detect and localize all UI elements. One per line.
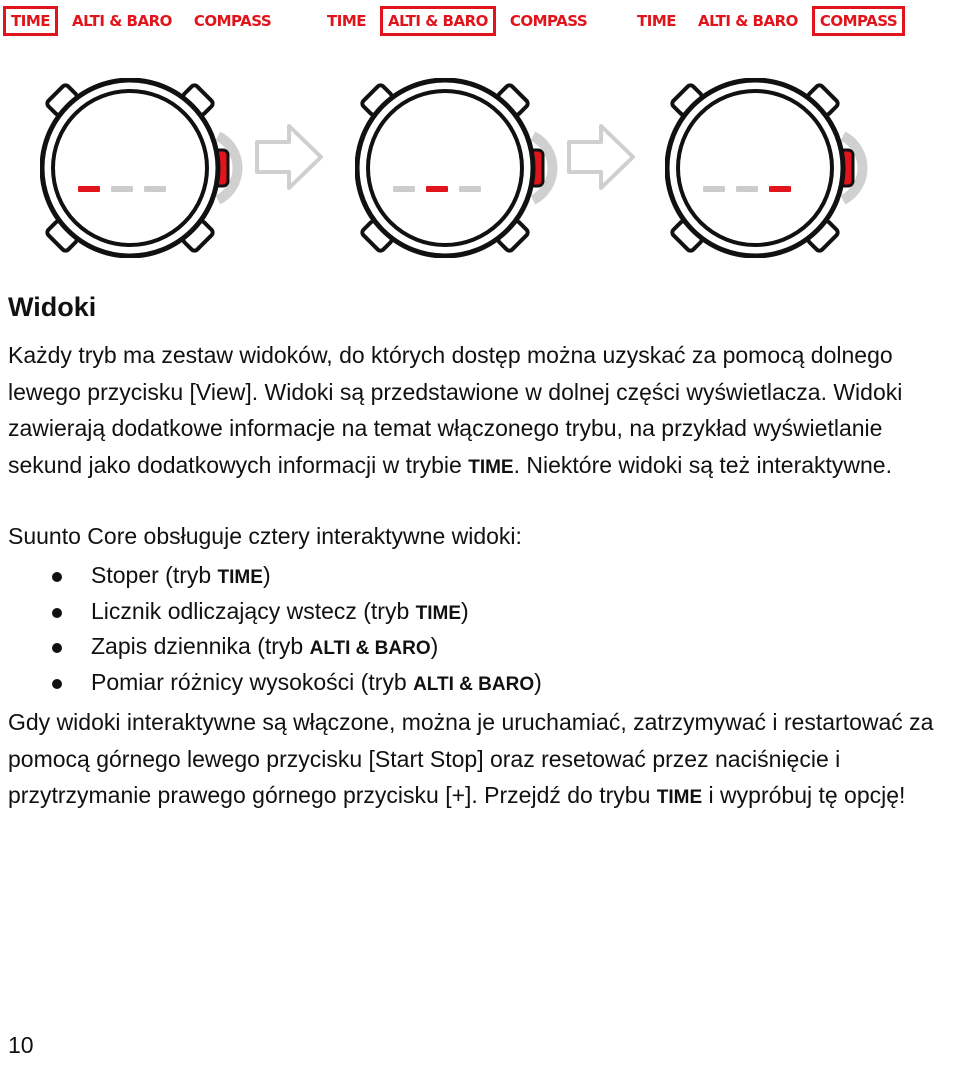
figure-mode-compass [625, 0, 935, 260]
list-item: Licznik odliczający wstecz (tryb TIME) [8, 594, 542, 630]
mode-label-time: TIME [637, 12, 676, 30]
view-indicator-segment [736, 186, 758, 192]
mode-label-compass: COMPASS [509, 12, 588, 30]
mode-label-compass: COMPASS [193, 12, 272, 30]
view-indicator-segment [78, 186, 100, 192]
bullet-icon [52, 608, 62, 618]
mode-label-time: TIME [3, 6, 58, 36]
view-indicator-segment [703, 186, 725, 192]
mode-label-time: TIME [327, 12, 366, 30]
paragraph-usage: Gdy widoki interaktywne są włączone, można je uruchamiać, zatrzymywać i restartować za pomocą górnego lewego przycisku [Start Stop] oraz resetować przez naciśnięcie i przytrzymanie prawego górnego przycisku [+]. Przejdź do trybu TIME i wypróbuj tę opcję! [8, 709, 934, 808]
watch-illustration [355, 78, 595, 258]
bullet-icon [52, 572, 62, 582]
mode-label-compass: COMPASS [812, 6, 905, 36]
list-item: Stoper (tryb TIME) [8, 558, 542, 594]
list-item: Zapis dziennika (tryb ALTI & BARO) [8, 629, 542, 665]
paragraph-intro: Każdy tryb ma zestaw widoków, do których dostęp można uzyskać za pomocą dolnego lewego przycisku [View]. Widoki są przedstawione w dolnej części wyświetlacza. Widoki zawierają dodatkowe informacje na temat włączonego trybu, na przykład wyświetlanie sekund jako dodatkowych informacji w trybie TIME. Niektóre widoki są też interaktywne. [8, 342, 903, 478]
mode-name: TIME [468, 456, 514, 478]
watch-dial [53, 91, 207, 245]
mode-label-alti-baro: ALTI & BARO [698, 12, 798, 30]
interactive-views-list [8, 558, 542, 700]
section-heading: Widoki [8, 292, 97, 322]
mode-label-alti-baro: ALTI & BARO [72, 12, 172, 30]
view-indicator-segment [426, 186, 448, 192]
view-indicator-segment [111, 186, 133, 192]
page-number: 10 [8, 1032, 34, 1058]
bullet-icon [52, 679, 62, 689]
list-item: Pomiar różnicy wysokości (tryb ALTI & BARO) [8, 665, 542, 701]
watch-dial [678, 91, 832, 245]
watch-illustration [40, 78, 280, 258]
mode-labels [0, 6, 285, 36]
view-indicator-segment [459, 186, 481, 192]
view-indicator-segment [144, 186, 166, 192]
watch-dial [368, 91, 522, 245]
mode-labels [625, 6, 911, 36]
mode-label-alti-baro: ALTI & BARO [380, 6, 496, 36]
watch-illustration [665, 78, 905, 258]
paragraph-list-intro: Suunto Core obsługuje cztery interaktywne widoki: [8, 523, 522, 549]
bullet-icon [52, 643, 62, 653]
view-indicator-segment [769, 186, 791, 192]
mode-labels [315, 6, 601, 36]
view-indicator-segment [393, 186, 415, 192]
mode-name: TIME [656, 787, 703, 808]
